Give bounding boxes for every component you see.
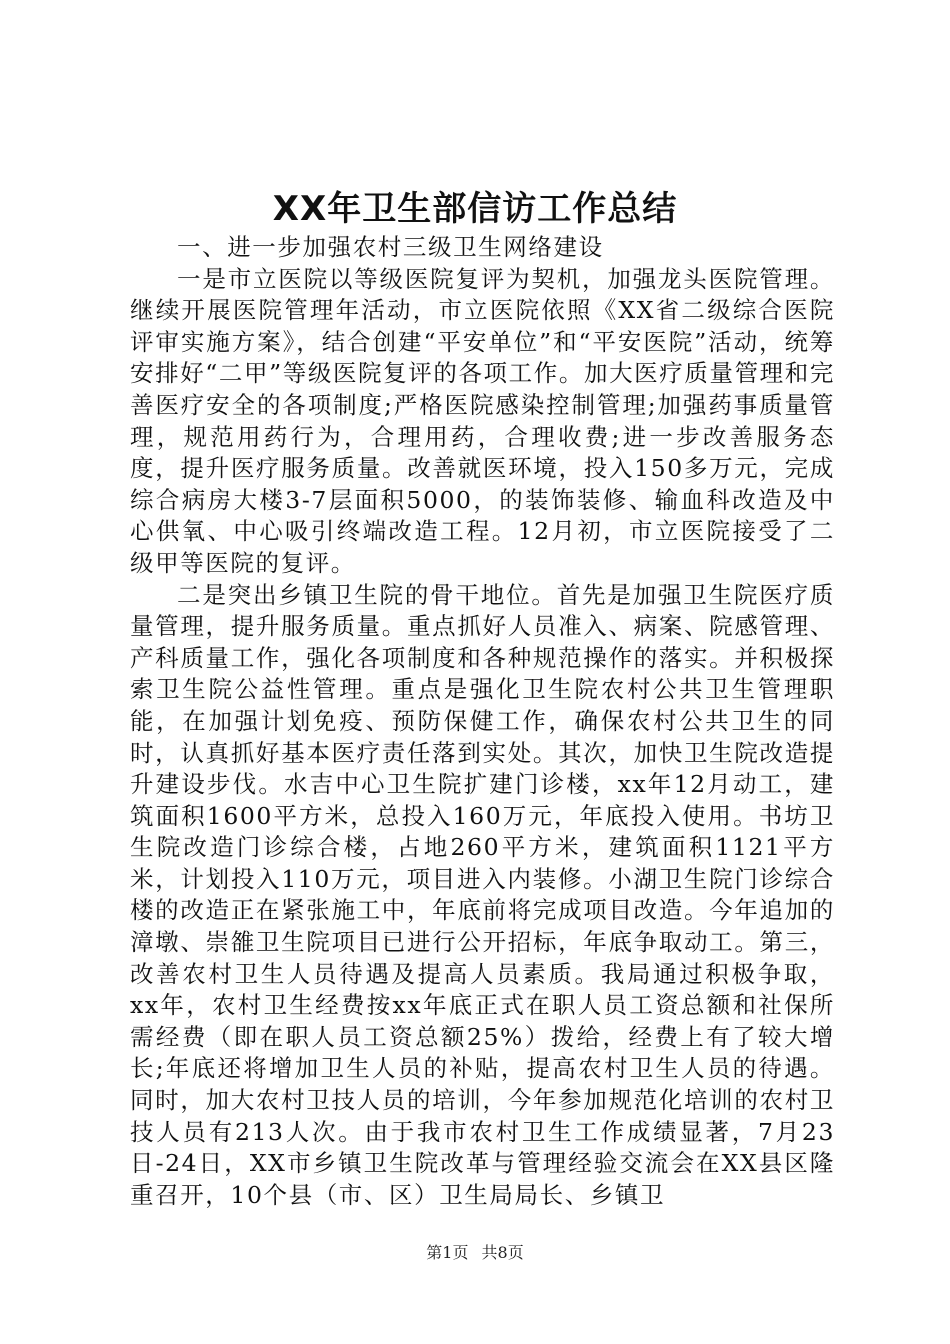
body-paragraph: 二是突出乡镇卫生院的骨干地位。首先是加强卫生院医疗质量管理，提升服务质量。重点抓好人员准入、病案、院感管理、产科质量工作，强化各项制度和各种规范操作的落实。并积极探索卫生院公益性管理。重点是强化卫生院农村公共卫生管理职能，在加强计划免疫、预防保健工作，确保农村公共卫生的同时，认真抓好基本医疗责任落到实处。其次，加快卫生院改造提升建设步伐。水吉中心卫生院扩建门诊楼，xx年12月动工，建筑面积1600平方米，总投入160万元，年底投入使用。书坊卫生院改造门诊综合楼，占地260平方米，建筑面积1121平方米，计划投入110万元，项目进入内装修。小湖卫生院门诊综合楼的改造正在紧张施工中，年底前将完成项目改造。今年追加的漳墩、崇雒卫生院项目已进行公开招标，年底争取动工。第三，改善农村卫生人员待遇及提高人员素质。我局通过积极争取，xx年，农村卫生经费按xx年底正式在职人员工资总额和社保所需经费（即在职人员工资总额25%）拨给，经费上有了较大增长;年底还将增加卫生人员的补贴，提高农村卫生人员的待遇。同时，加大农村卫技人员的培训，今年参加规范化培训的农村卫技人员有213人次。由于我市农村卫生工作成绩显著，7月23日-24日，XX市乡镇卫生院改革与管理经验交流会在XX县区隆重召开，10个县（市、区）卫生局局长、乡镇卫 — [130, 580, 835, 1209]
page-footer — [0, 1242, 950, 1264]
document-body — [130, 232, 835, 1211]
page-total: 共8页 — [481, 1243, 524, 1262]
page-number: 第1页 — [426, 1243, 469, 1262]
body-paragraph: 一是市立医院以等级医院复评为契机，加强龙头医院管理。继续开展医院管理年活动，市立医院依照《XX省二级综合医院评审实施方案》，结合创建“平安单位”和“平安医院”活动，统筹安排好“二甲”等级医院复评的各项工作。加大医疗质量管理和完善医疗安全的各项制度;严格医院感染控制管理;加强药事质量管理，规范用药行为，合理用药，合理收费;进一步改善服务态度，提升医疗服务质量。改善就医环境，投入150多万元，完成综合病房大楼3-7层面积5000，的装饰装修、输血科改造及中心供氧、中心吸引终端改造工程。12月初，市立医院接受了二级甲等医院的复评。 — [130, 264, 835, 577]
document-title: XX年卫生部信访工作总结 — [272, 189, 678, 229]
section-heading: 一、进一步加强农村三级卫生网络建设 — [177, 233, 604, 261]
